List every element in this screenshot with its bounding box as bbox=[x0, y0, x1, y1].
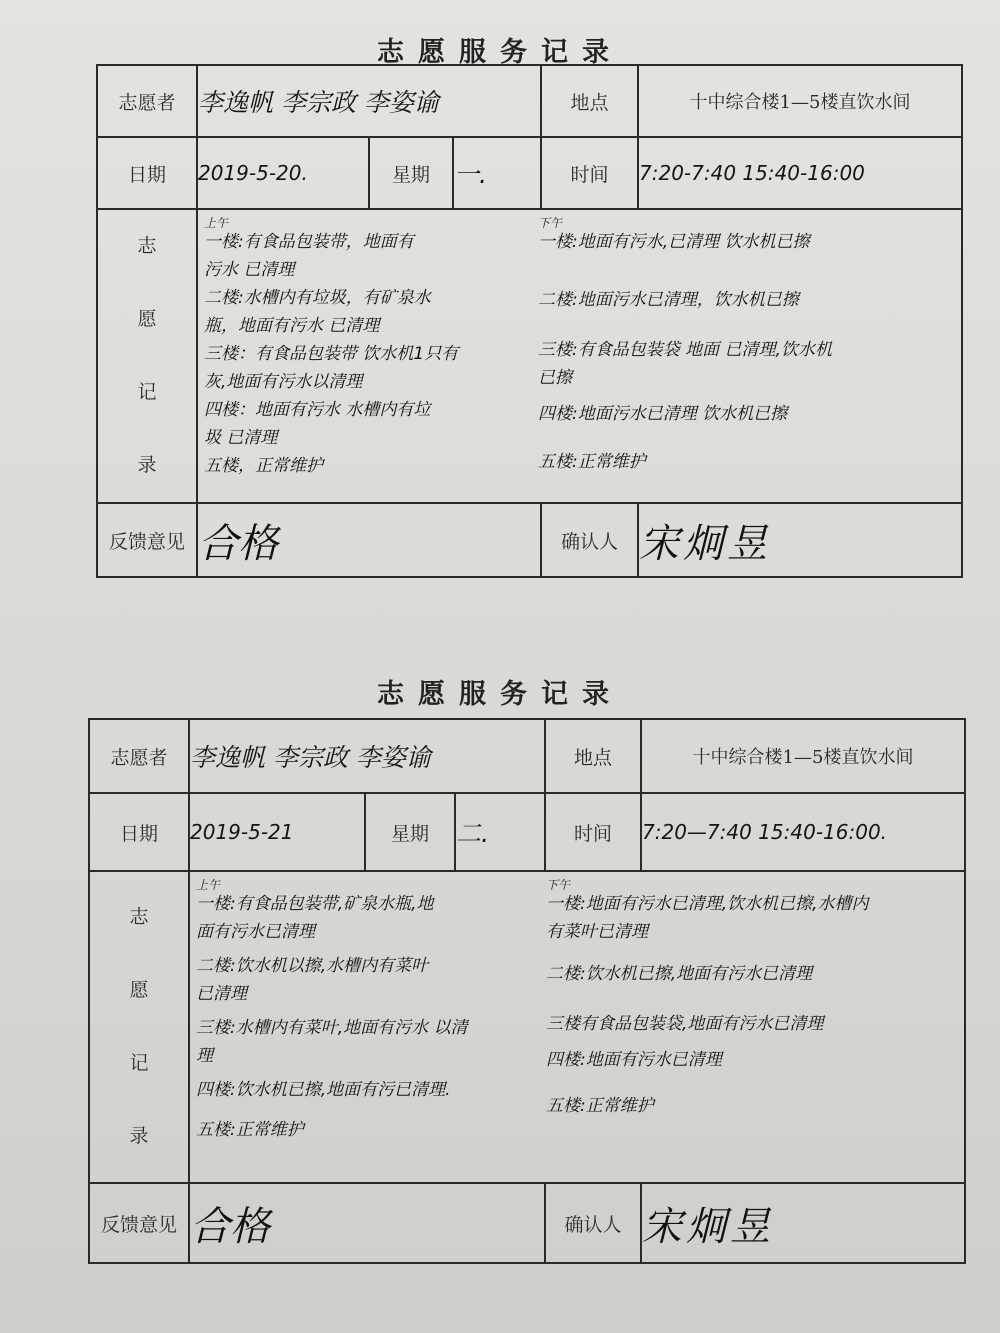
note-line: 四楼:饮水机已擦,地面有污已清理. bbox=[196, 1080, 451, 1100]
note-line: 面有污水已清理 bbox=[196, 922, 315, 942]
note-line: 污水 已清理 bbox=[204, 260, 295, 280]
note-line: 五楼:正常维护 bbox=[546, 1096, 654, 1116]
date-value: 2019-5-20. bbox=[197, 137, 369, 209]
note-line: 瓶，地面有污水 已清理 bbox=[204, 316, 380, 336]
note-line: 五楼，正常维护 bbox=[204, 456, 323, 476]
record-notes bbox=[189, 871, 965, 1183]
am-notes bbox=[204, 214, 534, 480]
record-label: 志 愿 记 录 bbox=[97, 209, 197, 503]
note-line: 三楼：有食品包装带 饮水机1只有 bbox=[204, 344, 459, 364]
time-label: 时间 bbox=[545, 793, 641, 871]
volunteers-label: 志愿者 bbox=[97, 65, 197, 137]
location-label: 地点 bbox=[545, 719, 641, 793]
volunteers-value: 李逸帆 李宗政 李姿谕 bbox=[189, 719, 545, 793]
weekday-value: 一. bbox=[453, 137, 541, 209]
note-line: 理 bbox=[196, 1046, 213, 1066]
record-table bbox=[88, 718, 966, 1264]
note-line: 三楼有食品包装袋,地面有污水已清理 bbox=[546, 1014, 824, 1034]
time-value: 7:20—7:40 15:40-16:00. bbox=[641, 793, 965, 871]
time-label: 时间 bbox=[541, 137, 638, 209]
confirmer-label: 确认人 bbox=[545, 1183, 641, 1263]
date-label: 日期 bbox=[89, 793, 189, 871]
location-value: 十中综合楼1—5楼直饮水间 bbox=[638, 65, 962, 137]
note-line: 三楼:水槽内有菜叶,地面有污水 以清 bbox=[196, 1018, 468, 1038]
note-line: 二楼:水槽内有垃圾，有矿泉水 bbox=[204, 288, 431, 308]
confirmer-label: 确认人 bbox=[541, 503, 638, 577]
weekday-value: 二. bbox=[455, 793, 545, 871]
note-line: 灰,地面有污水以清理 bbox=[204, 372, 363, 392]
note-line: 五楼:正常维护 bbox=[538, 452, 646, 472]
note-line: 一楼:有食品包装带，地面有 bbox=[204, 232, 414, 252]
pm-session-label: 下午 bbox=[538, 216, 563, 230]
form-title: 志愿服务记录 bbox=[377, 679, 623, 710]
pm-notes bbox=[538, 214, 953, 476]
note-line: 四楼:地面有污水已清理 bbox=[546, 1050, 722, 1070]
form-title: 志愿服务记录 bbox=[377, 37, 623, 68]
note-line: 一楼:有食品包装带,矿泉水瓶,地 bbox=[196, 894, 434, 914]
pm-notes bbox=[546, 876, 962, 1120]
note-line: 四楼:地面污水已清理 饮水机已擦 bbox=[538, 404, 788, 424]
am-notes bbox=[196, 876, 541, 1144]
note-line: 已擦 bbox=[538, 368, 572, 388]
confirmer-signature: 宋炯昱 bbox=[638, 503, 962, 577]
pm-session-label: 下午 bbox=[546, 878, 571, 892]
note-line: 二楼:饮水机已擦,地面有污水已清理 bbox=[546, 964, 813, 984]
note-line: 五楼:正常维护 bbox=[196, 1120, 304, 1140]
note-line: 一楼:地面有污水,已清理 饮水机已擦 bbox=[538, 232, 810, 252]
record-table bbox=[96, 64, 963, 578]
note-line: 圾 已清理 bbox=[204, 428, 278, 448]
volunteers-label: 志愿者 bbox=[89, 719, 189, 793]
volunteers-value: 李逸帆 李宗政 李姿谕 bbox=[197, 65, 541, 137]
note-line: 四楼：地面有污水 水槽内有垃 bbox=[204, 400, 431, 420]
feedback-value: 合格 bbox=[189, 1183, 545, 1263]
confirmer-signature: 宋炯昱 bbox=[641, 1183, 965, 1263]
am-session-label: 上午 bbox=[196, 878, 221, 892]
feedback-label: 反馈意见 bbox=[97, 503, 197, 577]
weekday-label: 星期 bbox=[365, 793, 455, 871]
note-line: 三楼:有食品包装袋 地面 已清理,饮水机 bbox=[538, 340, 832, 360]
location-value: 十中综合楼1—5楼直饮水间 bbox=[641, 719, 965, 793]
date-value: 2019-5-21 bbox=[189, 793, 365, 871]
date-label: 日期 bbox=[97, 137, 197, 209]
time-value: 7:20-7:40 15:40-16:00 bbox=[638, 137, 962, 209]
note-line: 有菜叶已清理 bbox=[546, 922, 648, 942]
feedback-value: 合格 bbox=[197, 503, 541, 577]
note-line: 二楼:饮水机以擦,水槽内有菜叶 bbox=[196, 956, 429, 976]
feedback-label: 反馈意见 bbox=[89, 1183, 189, 1263]
note-line: 已清理 bbox=[196, 984, 247, 1004]
am-session-label: 上午 bbox=[204, 216, 229, 230]
record-notes bbox=[197, 209, 962, 503]
record-label: 志 愿 记 录 bbox=[89, 871, 189, 1183]
note-line: 一楼:地面有污水已清理,饮水机已擦,水槽内 bbox=[546, 894, 869, 914]
location-label: 地点 bbox=[541, 65, 638, 137]
weekday-label: 星期 bbox=[369, 137, 453, 209]
note-line: 二楼:地面污水已清理，饮水机已擦 bbox=[538, 290, 799, 310]
